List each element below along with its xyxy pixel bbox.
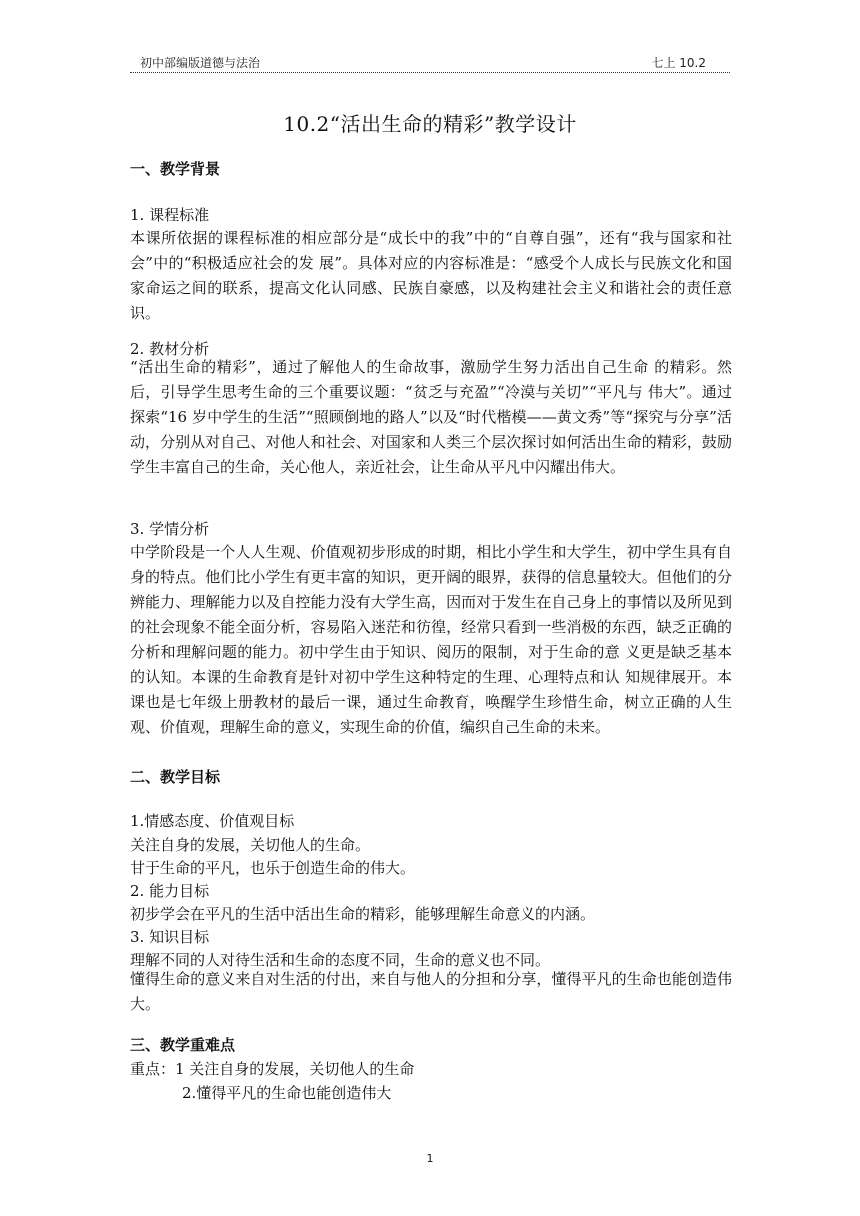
- goal-emotion-heading: 1.情感态度、价值观目标: [130, 812, 295, 830]
- header-subject: 初中部编版道德与法治: [140, 56, 261, 70]
- keypoint-line1: 重点：1 关注自身的发展，关切他人的生命: [130, 1060, 415, 1078]
- page-header: [130, 52, 730, 73]
- goal-ability-heading: 2. 能力目标: [130, 882, 210, 900]
- section-keypoints-heading: 三、教学重难点: [130, 1036, 236, 1054]
- goal-ability-line1: 初步学会在平凡的生活中活出生命的精彩，能够理解生命意义的内涵。: [130, 905, 596, 923]
- header-lesson: 七上 10.2: [651, 56, 706, 70]
- goal-knowledge-line1: 理解不同的人对待生活和生命的态度不同，生命的意义也不同。: [130, 951, 551, 969]
- section-background-heading: 一、教学背景: [130, 160, 221, 178]
- curriculum-standard-text: 本课所依据的课程标准的相应部分是“成长中的我”中的“自尊自强”，还有“我与国家和社会”中的“积极适应社会的发 展”。具体对应的内容标准是：“感受个人成长与民族文化和国家命运之间的联系，提高文化认同感、民族自豪感，以及构建社会主义和谐社会的责任意识。: [130, 229, 732, 322]
- student-analysis-text: 中学阶段是一个人人生观、价值观初步形成的时期，相比小学生和大学生，初中学生具有自身的特点。他们比小学生有更丰富的知识，更开阔的眼界，获得的信息量较大。但他们的分辨能力、理解能力以及自控能力没有大学生高，因而对于发生在自己身上的事情以及所见到的社会现象不能全面分析，容易陷入迷茫和彷徨，经常只看到一些消极的东西，缺乏正确的分析和理解问题的能力。初中学生由于知识、阅历的限制，对于生命的意 义更是缺乏基本的认知。本课的生命教育是针对初中学生这种特定的生理、心理特点和认 知规律展开。本课也是七年级上册教材的最后一课，通过生命教育，唤醒学生珍惜生命，树立正确的人生观、价值观，理解生命的意义，实现生命的价值，编织自己生命的未来。: [130, 543, 732, 736]
- goal-emotion-line2: 甘于生命的平凡，也乐于创造生命的伟大。: [130, 859, 416, 877]
- document-title: 10.2“活出生命的精彩”教学设计: [283, 112, 577, 136]
- curriculum-standard-heading: 1. 课程标准: [130, 206, 210, 224]
- goal-knowledge-heading: 3. 知识目标: [130, 928, 210, 946]
- section-goals-heading: 二、教学目标: [130, 768, 221, 786]
- goal-knowledge-text: 懂得生命的意义来自对生活的付出，来自与他人的分担和分享，懂得平凡的生命也能创造伟大。: [130, 970, 732, 1013]
- goal-emotion-line1: 关注自身的发展，关切他人的生命。: [130, 836, 371, 854]
- textbook-analysis-heading: 2. 教材分析: [130, 340, 210, 358]
- textbook-analysis-text: “活出生命的精彩”，通过了解他人的生命故事，激励学生努力活出自己生命 的精彩。然后，引导学生思考生命的三个重要议题：“贫乏与充盈”“冷漠与关切”“平凡与 伟大”。通过探索“16 岁中学生的生活”“照顾倒地的路人”以及“时代楷模——黄文秀”等“探究与分享”活动，分别从对自己、对他人和社会、对国家和人类三个层次探讨如何活出生命的精彩，鼓励学生丰富自己的生命，关心他人，亲近社会，让生命从平凡中闪耀出伟大。: [130, 358, 732, 476]
- keypoint-line2: 2.懂得平凡的生命也能创造伟大: [182, 1084, 392, 1102]
- student-analysis-heading: 3. 学情分析: [130, 520, 210, 538]
- page-number: 1: [426, 1152, 434, 1165]
